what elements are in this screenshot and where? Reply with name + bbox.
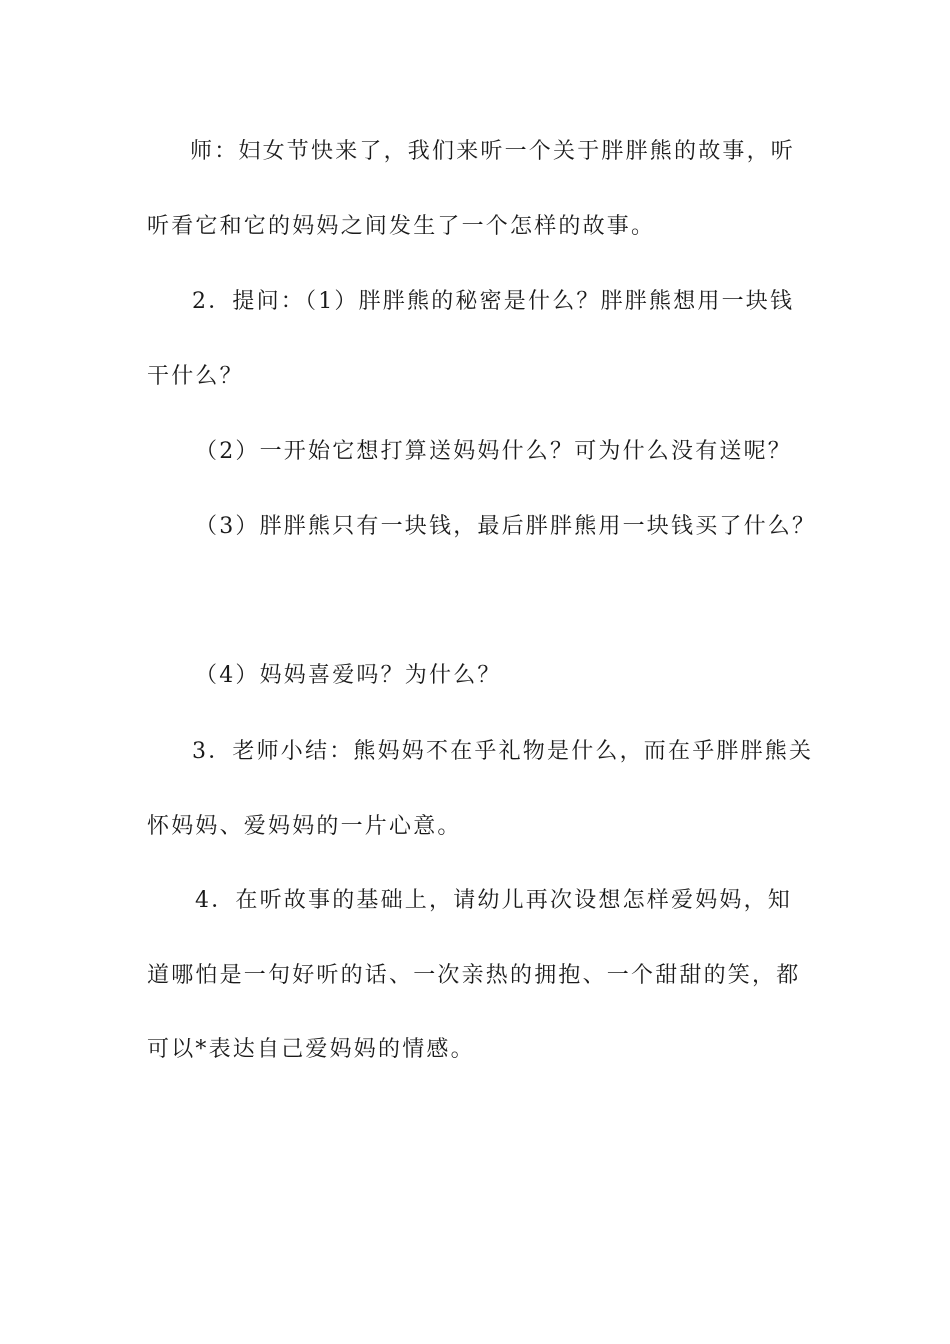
text-line: 怀妈妈、爱妈妈的一片心意。 <box>147 814 462 839</box>
text-line: （4）妈妈喜爱吗？为什么？ <box>195 663 502 688</box>
text-line: 道哪怕是一句好听的话、一次亲热的拥抱、一个甜甜的笑，都 <box>147 963 801 988</box>
text-line: 3．老师小结：熊妈妈不在乎礼物是什么，而在乎胖胖熊关 <box>192 739 814 764</box>
text-line: （3）胖胖熊只有一块钱，最后胖胖熊用一块钱买了什么？ <box>195 514 817 539</box>
text-line: 师：妇女节快来了，我们来听一个关于胖胖熊的故事，听 <box>190 139 796 164</box>
text-line: 听看它和它的妈妈之间发生了一个怎样的故事。 <box>147 214 656 239</box>
text-line: 干什么？ <box>147 364 244 389</box>
text-line: （2）一开始它想打算送妈妈什么？可为什么没有送呢？ <box>195 439 792 464</box>
text-line: 2．提问：（1）胖胖熊的秘密是什么？胖胖熊想用一块钱 <box>192 289 795 314</box>
text-line: 4．在听故事的基础上，请幼儿再次设想怎样爱妈妈，知 <box>195 888 792 913</box>
text-line: 可以*表达自己爱妈妈的情感。 <box>147 1037 475 1062</box>
